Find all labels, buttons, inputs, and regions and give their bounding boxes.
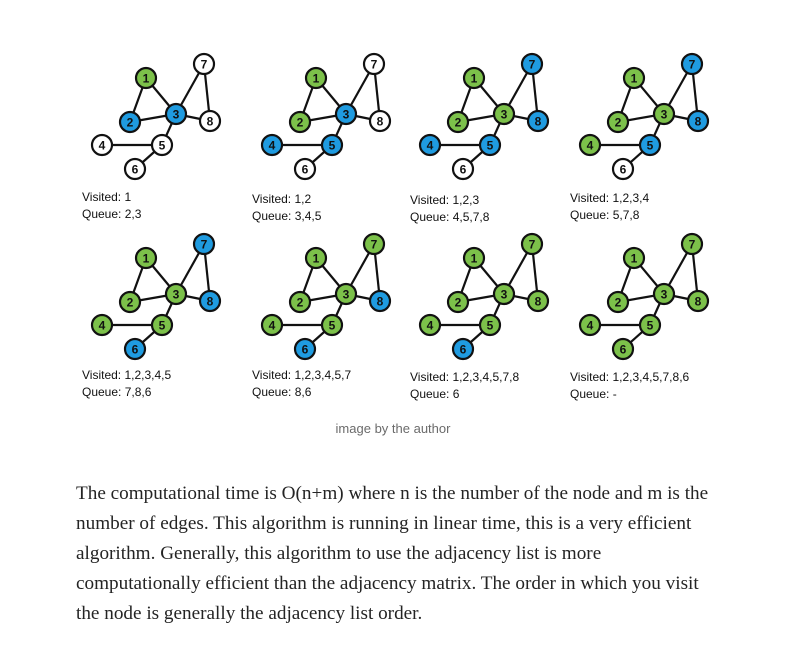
graph-diagram (252, 52, 422, 187)
visited-text: Visited: 1,2,3,4,5 (82, 368, 172, 382)
queue-text: Queue: 5,7,8 (570, 208, 640, 222)
node-label: 4 (98, 318, 106, 333)
graph-node-7 (522, 234, 542, 254)
node-label: 2 (296, 115, 304, 130)
graph-node-4 (580, 135, 600, 155)
graph-node-7 (682, 234, 702, 254)
graph-node-8 (200, 111, 220, 131)
step-info (570, 369, 689, 403)
node-label: 7 (200, 57, 208, 72)
image-caption: image by the author (335, 421, 451, 436)
visited-text: Visited: 1,2,3 (410, 193, 480, 207)
graph-node-6 (295, 339, 315, 359)
node-label: 3 (500, 107, 508, 122)
graph-node-8 (528, 111, 548, 131)
graph-diagram (82, 52, 252, 187)
graph-node-5 (640, 315, 660, 335)
graph-node-6 (613, 159, 633, 179)
graph-diagram (252, 232, 422, 367)
node-label: 4 (268, 318, 276, 333)
node-label: 6 (619, 162, 627, 177)
node-label: 3 (660, 287, 668, 302)
node-label: 1 (312, 71, 320, 86)
queue-text: Queue: 3,4,5 (252, 209, 322, 223)
graph-diagram (410, 232, 580, 367)
node-label: 4 (98, 138, 106, 153)
node-label: 8 (534, 294, 542, 309)
node-label: 6 (131, 342, 139, 357)
bfs-step-panel (410, 232, 580, 402)
graph-node-2 (120, 112, 140, 132)
node-label: 4 (586, 138, 594, 153)
node-label: 1 (630, 251, 638, 266)
bfs-step-panel (252, 52, 422, 222)
graph-node-7 (364, 54, 384, 74)
node-label: 3 (660, 107, 668, 122)
graph-node-1 (306, 248, 326, 268)
node-label: 1 (312, 251, 320, 266)
visited-text: Visited: 1,2 (252, 192, 312, 206)
graph-node-5 (640, 135, 660, 155)
graph-node-8 (528, 291, 548, 311)
node-label: 6 (301, 162, 309, 177)
graph-diagram (410, 52, 580, 187)
node-label: 2 (614, 115, 622, 130)
graph-node-6 (125, 339, 145, 359)
node-label: 4 (426, 318, 434, 333)
node-label: 7 (688, 57, 696, 72)
node-label: 7 (528, 57, 536, 72)
graph-node-8 (370, 291, 390, 311)
graph-node-2 (290, 292, 310, 312)
node-label: 7 (370, 57, 378, 72)
graph-diagram (570, 52, 740, 187)
graph-node-7 (194, 54, 214, 74)
node-label: 4 (268, 138, 276, 153)
graph-node-1 (624, 68, 644, 88)
node-label: 6 (131, 162, 139, 177)
node-label: 2 (126, 295, 134, 310)
graph-node-4 (262, 135, 282, 155)
node-label: 7 (200, 237, 208, 252)
node-label: 5 (158, 318, 166, 333)
graph-diagram (570, 232, 740, 367)
graph-node-8 (370, 111, 390, 131)
graph-node-3 (166, 104, 186, 124)
graph-node-4 (262, 315, 282, 335)
node-label: 3 (172, 107, 180, 122)
graph-node-3 (166, 284, 186, 304)
graph-node-3 (336, 104, 356, 124)
node-label: 2 (126, 115, 134, 130)
node-label: 1 (630, 71, 638, 86)
node-label: 2 (296, 295, 304, 310)
node-label: 7 (370, 237, 378, 252)
node-label: 7 (528, 237, 536, 252)
node-label: 2 (454, 295, 462, 310)
graph-node-5 (480, 135, 500, 155)
node-label: 1 (142, 71, 150, 86)
node-label: 8 (694, 114, 702, 129)
graph-node-5 (152, 315, 172, 335)
graph-node-5 (152, 135, 172, 155)
node-label: 6 (459, 162, 467, 177)
graph-node-2 (448, 112, 468, 132)
queue-text: Queue: 8,6 (252, 385, 312, 399)
graph-diagram (82, 232, 252, 367)
graph-node-5 (322, 135, 342, 155)
graph-node-4 (420, 135, 440, 155)
node-label: 5 (328, 138, 336, 153)
visited-text: Visited: 1,2,3,4,5,7,8 (410, 370, 520, 384)
step-info (82, 189, 141, 223)
node-label: 7 (688, 237, 696, 252)
step-info (410, 369, 519, 403)
node-label: 6 (619, 342, 627, 357)
graph-node-5 (480, 315, 500, 335)
node-label: 3 (342, 107, 350, 122)
graph-node-5 (322, 315, 342, 335)
node-label: 8 (206, 114, 214, 129)
node-label: 5 (486, 318, 494, 333)
graph-node-7 (364, 234, 384, 254)
visited-text: Visited: 1,2,3,4,5,7,8,6 (570, 370, 690, 384)
node-label: 6 (301, 342, 309, 357)
node-label: 1 (470, 71, 478, 86)
node-label: 5 (646, 138, 654, 153)
bfs-step-panel (82, 52, 252, 222)
node-label: 5 (646, 318, 654, 333)
bfs-step-panel (570, 52, 740, 222)
graph-node-4 (92, 135, 112, 155)
graph-node-2 (608, 292, 628, 312)
graph-node-4 (92, 315, 112, 335)
graph-node-6 (453, 159, 473, 179)
graph-node-2 (290, 112, 310, 132)
step-info (252, 367, 351, 401)
node-label: 3 (500, 287, 508, 302)
node-label: 8 (694, 294, 702, 309)
graph-node-7 (194, 234, 214, 254)
node-label: 5 (158, 138, 166, 153)
node-label: 1 (470, 251, 478, 266)
graph-node-4 (580, 315, 600, 335)
graph-node-3 (494, 284, 514, 304)
graph-node-8 (200, 291, 220, 311)
graph-node-8 (688, 111, 708, 131)
visited-text: Visited: 1 (82, 190, 132, 204)
graph-node-6 (295, 159, 315, 179)
graph-node-1 (464, 248, 484, 268)
node-label: 6 (459, 342, 467, 357)
node-label: 5 (328, 318, 336, 333)
node-label: 5 (486, 138, 494, 153)
node-label: 3 (172, 287, 180, 302)
graph-node-8 (688, 291, 708, 311)
bfs-step-panel (410, 52, 580, 222)
bfs-step-panel (252, 232, 422, 402)
graph-node-3 (654, 104, 674, 124)
graph-node-4 (420, 315, 440, 335)
graph-node-3 (494, 104, 514, 124)
graph-node-2 (608, 112, 628, 132)
node-label: 8 (534, 114, 542, 129)
graph-node-1 (136, 68, 156, 88)
graph-node-7 (522, 54, 542, 74)
visited-text: Visited: 1,2,3,4 (570, 191, 650, 205)
node-label: 8 (376, 114, 384, 129)
body-paragraph: The computational time is O(n+m) where n is the number of the node and m is the number of edges. This algorithm is running in linear time, this is a very efficient algorithm. Generally, this algorithm to use the adjacency list is more computationally efficient than the adjacency matrix. The order in which you visit the node is generally the adjacency list order. (76, 483, 709, 624)
bfs-step-panel (82, 232, 252, 402)
node-label: 4 (426, 138, 434, 153)
graph-node-1 (136, 248, 156, 268)
graph-node-7 (682, 54, 702, 74)
graph-node-1 (306, 68, 326, 88)
step-info (410, 192, 489, 226)
graph-node-3 (336, 284, 356, 304)
queue-text: Queue: - (570, 387, 617, 401)
queue-text: Queue: 2,3 (82, 207, 142, 221)
node-label: 2 (614, 295, 622, 310)
node-label: 1 (142, 251, 150, 266)
step-info (82, 367, 171, 401)
graph-node-6 (613, 339, 633, 359)
graph-node-2 (448, 292, 468, 312)
node-label: 3 (342, 287, 350, 302)
graph-node-6 (125, 159, 145, 179)
node-label: 8 (376, 294, 384, 309)
step-info (570, 190, 649, 224)
visited-text: Visited: 1,2,3,4,5,7 (252, 368, 352, 382)
bfs-step-panel (570, 232, 740, 402)
queue-text: Queue: 4,5,7,8 (410, 210, 490, 224)
node-label: 2 (454, 115, 462, 130)
graph-node-6 (453, 339, 473, 359)
node-label: 8 (206, 294, 214, 309)
graph-node-3 (654, 284, 674, 304)
queue-text: Queue: 6 (410, 387, 460, 401)
node-label: 4 (586, 318, 594, 333)
graph-node-2 (120, 292, 140, 312)
queue-text: Queue: 7,8,6 (82, 385, 152, 399)
graph-node-1 (464, 68, 484, 88)
graph-node-1 (624, 248, 644, 268)
step-info (252, 191, 321, 225)
